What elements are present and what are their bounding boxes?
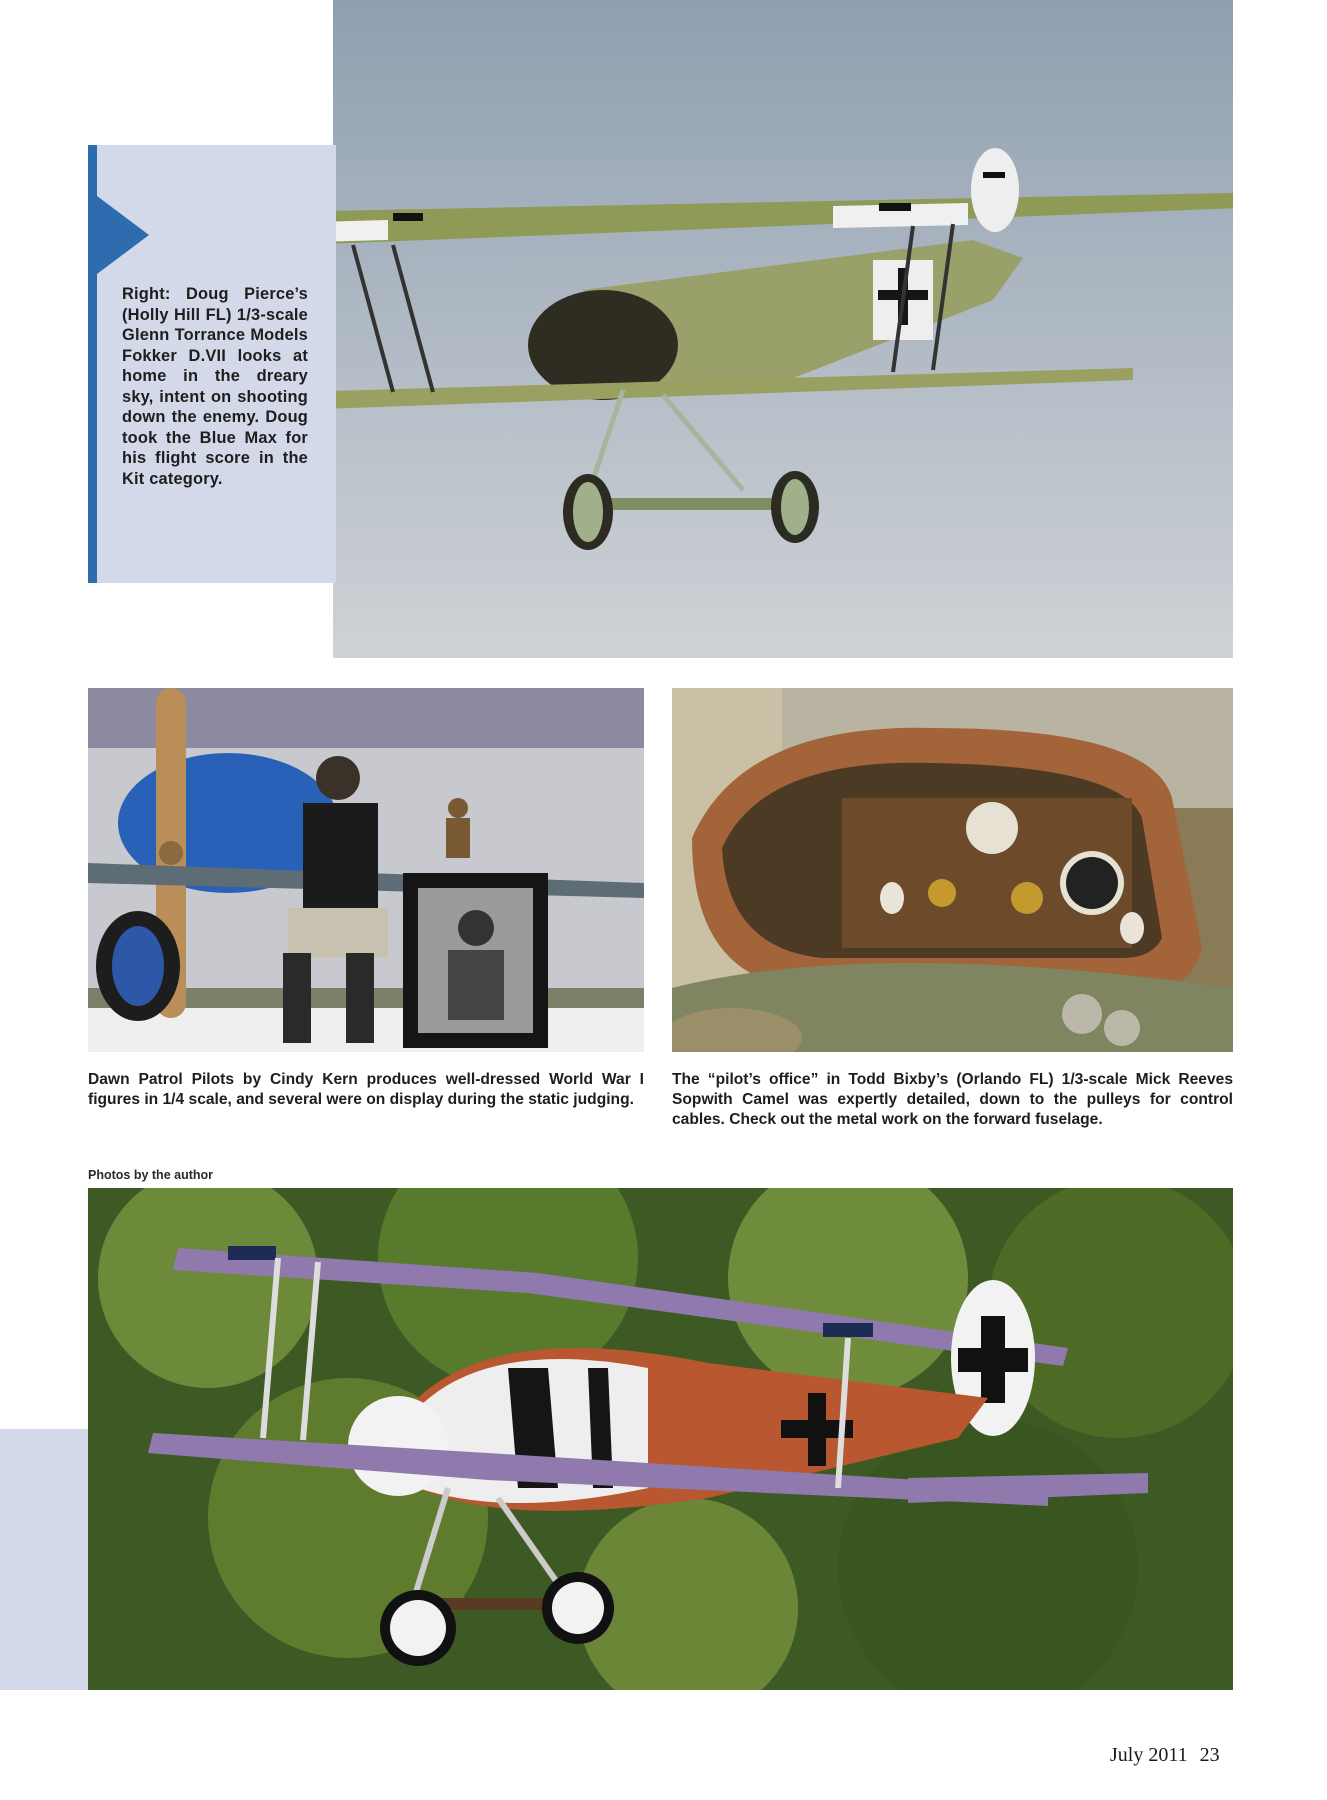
arrow-right-icon (97, 196, 149, 274)
photo-dawn-patrol-figure (88, 688, 644, 1052)
photo-fokker-d7-flight (333, 0, 1233, 658)
caption-dawn-patrol: Dawn Patrol Pilots by Cindy Kern produces well-dressed World War I figures in 1/4 scale, and several were on display during the static judging. (88, 1071, 644, 1108)
caption-fokker-d7: Right: Doug Pierce’s (Holly Hill FL) 1/3-scale Glenn Torrance Models Fokker D.VII looks at home in the dreary sky, intent on shooting down the enemy. Doug took the Blue Max for his flight score in the Kit category. (122, 285, 308, 488)
caption-accent-bar (88, 145, 97, 583)
photo-sopwith-cockpit (672, 688, 1233, 1052)
page-folio (1110, 1744, 1220, 1767)
caption-pilots-office: The “pilot’s office” in Todd Bixby’s (Orlando FL) 1/3-scale Mick Reeves Sopwith Camel was expertly detailed, down to the pulleys for control cables. Check out the metal work on the forward fuselage. (672, 1071, 1233, 1128)
decorative-panel (0, 1429, 88, 1690)
photo-albatros-flight (88, 1188, 1233, 1690)
issue-date: July 2011 (1110, 1744, 1188, 1766)
page-number: 23 (1199, 1744, 1220, 1766)
photo-credit: Photos by the author (88, 1168, 213, 1182)
